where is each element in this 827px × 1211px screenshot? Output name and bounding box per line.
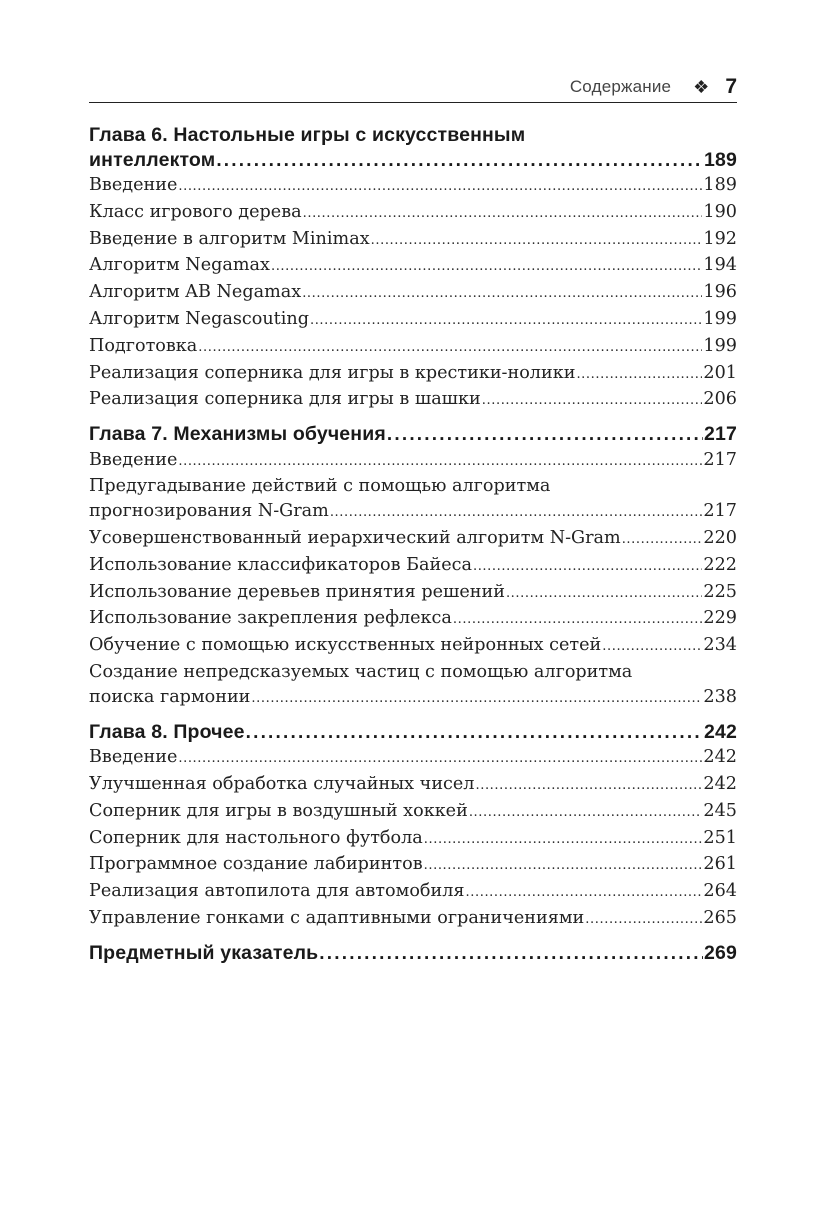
index-heading[interactable] (89, 941, 737, 967)
chapter-page: 242 (704, 720, 737, 743)
toc-entry[interactable] (89, 580, 737, 607)
entry-page: 217 (703, 449, 737, 470)
dot-leader (424, 852, 703, 879)
toc-entry[interactable] (89, 526, 737, 553)
dot-leader (271, 253, 702, 280)
toc-entry[interactable] (89, 879, 737, 906)
toc-entry[interactable] (89, 448, 737, 475)
index-title: Предметный указатель (89, 941, 319, 964)
entry-title: Использование деревьев принятия решений (89, 581, 505, 602)
entry-title: Класс игрового дерева (89, 201, 302, 222)
toc-entry[interactable] (89, 852, 737, 879)
dot-leader (178, 173, 702, 200)
toc-entry[interactable] (89, 200, 737, 227)
entry-title: Управление гонками с адаптивными ограничениями (89, 907, 585, 928)
toc-entry[interactable] (89, 387, 737, 414)
dot-leader (473, 553, 702, 580)
dot-leader (246, 720, 703, 746)
toc-entry[interactable] (89, 745, 737, 772)
dot-leader (319, 941, 703, 967)
toc-entry[interactable] (89, 685, 737, 712)
toc-entry[interactable] (89, 173, 737, 200)
entry-title: Реализация автопилота для автомобиля (89, 881, 465, 902)
toc-entry[interactable] (89, 499, 737, 526)
entry-page: 196 (703, 282, 737, 303)
toc-entry[interactable] (89, 633, 737, 660)
toc-entry[interactable] (89, 307, 737, 334)
dot-leader (198, 334, 702, 361)
toc-entry[interactable] (89, 906, 737, 933)
entry-page: 242 (703, 773, 737, 794)
index-page: 269 (704, 941, 737, 964)
dot-leader (178, 448, 702, 475)
entry-title: Подготовка (89, 335, 198, 356)
entry-page: 245 (703, 800, 737, 821)
dot-leader (387, 422, 703, 448)
entry-title: поиска гармонии (89, 686, 251, 707)
chapter-heading[interactable] (89, 422, 737, 448)
entry-title: Усовершенствованный иерархический алгоритм N-Gram (89, 528, 621, 549)
chapter-page: 217 (704, 423, 737, 446)
entry-page: 199 (703, 335, 737, 356)
chapter-6 (89, 123, 737, 414)
entry-title: Обучение с помощью искусственных нейронных сетей (89, 635, 602, 656)
dot-leader (576, 361, 702, 388)
toc-entry[interactable] (89, 799, 737, 826)
dot-leader (622, 526, 703, 553)
dot-leader (371, 227, 703, 254)
dot-leader (469, 799, 703, 826)
dot-leader (330, 499, 703, 526)
entry-title: Соперник для настольного футбола (89, 827, 423, 848)
running-header-title: Содержание (569, 77, 672, 96)
entry-title: Использование закрепления рефлекса (89, 608, 452, 629)
entry-page: 201 (703, 362, 737, 383)
toc-entry[interactable] (89, 606, 737, 633)
dot-leader (506, 580, 702, 607)
table-of-contents (89, 123, 737, 974)
dot-leader (602, 633, 702, 660)
toc-entry[interactable] (89, 772, 737, 799)
toc-entry[interactable] (89, 334, 737, 361)
entry-page: 234 (703, 635, 737, 656)
entry-title-line: Предугадывание действий с помощью алгоритма (89, 476, 551, 497)
entry-page: 222 (703, 554, 737, 575)
entry-page: 190 (703, 201, 737, 222)
chapter-heading[interactable] (89, 720, 737, 746)
entry-page: 251 (703, 827, 737, 848)
dot-leader (585, 906, 702, 933)
entry-page: 194 (703, 255, 737, 276)
entry-title: Программное создание лабиринтов (89, 854, 423, 875)
dot-leader (178, 745, 702, 772)
dot-leader (216, 148, 703, 174)
chapter-page: 189 (704, 148, 737, 171)
toc-entry[interactable] (89, 826, 737, 853)
dot-leader (424, 826, 703, 853)
page-number: 7 (725, 75, 737, 98)
entry-page: 217 (703, 501, 737, 522)
dot-leader (310, 307, 702, 334)
toc-entry[interactable] (89, 280, 737, 307)
entry-title: Реализация соперника для игры в шашки (89, 389, 481, 410)
dot-leader (302, 280, 702, 307)
chapter-title-line: Глава 6. Настольные игры с искусственным (89, 124, 526, 146)
entry-page: 242 (703, 747, 737, 768)
entry-page: 192 (703, 228, 737, 249)
toc-entry[interactable] (89, 361, 737, 388)
entry-title: Введение (89, 449, 178, 470)
dot-leader (453, 606, 703, 633)
entry-page: 265 (703, 907, 737, 928)
entry-title-line: Создание непредсказуемых частиц с помощью алгоритма (89, 662, 633, 683)
chapter-title: Глава 8. Прочее (89, 720, 245, 743)
entry-title: Реализация соперника для игры в крестики-нолики (89, 362, 576, 383)
entry-title: Введение (89, 747, 178, 768)
entry-title: Соперник для игры в воздушный хоккей (89, 800, 468, 821)
chapter-heading[interactable] (89, 148, 737, 174)
toc-entry[interactable] (89, 227, 737, 254)
dot-leader (466, 879, 703, 906)
dot-leader (482, 387, 703, 414)
dot-leader (475, 772, 702, 799)
entry-page: 199 (703, 308, 737, 329)
entry-title: Введение (89, 175, 178, 195)
entry-page: 229 (703, 608, 737, 629)
dot-leader (251, 685, 702, 712)
entry-title: Введение в алгоритм Minimax (89, 228, 370, 249)
entry-page: 225 (703, 581, 737, 602)
chapter-8 (89, 720, 737, 933)
running-header (89, 72, 737, 103)
toc-entry[interactable] (89, 553, 737, 580)
entry-title: Использование классификаторов Байеса (89, 554, 472, 575)
entry-page: 238 (703, 686, 737, 707)
ornament-icon: ❖ (693, 76, 710, 97)
chapter-title: Глава 7. Механизмы обучения (89, 423, 386, 446)
entry-page: 261 (703, 854, 737, 875)
entry-title: Алгоритм AB Negamax (89, 282, 302, 303)
entry-title: Улучшенная обработка случайных чисел (89, 773, 475, 794)
chapter-title: интеллектом (89, 148, 216, 171)
entry-page: 206 (703, 389, 737, 410)
entry-title: прогнозирования N-Gram (89, 501, 329, 522)
entry-title: Алгоритм Negascouting (89, 308, 309, 329)
entry-page: 189 (703, 175, 737, 195)
entry-page: 264 (703, 881, 737, 902)
entry-title: Алгоритм Negamax (89, 255, 270, 276)
dot-leader (303, 200, 703, 227)
toc-entry[interactable] (89, 253, 737, 280)
chapter-7 (89, 422, 737, 711)
entry-page: 220 (703, 528, 737, 549)
index-section (89, 941, 737, 967)
